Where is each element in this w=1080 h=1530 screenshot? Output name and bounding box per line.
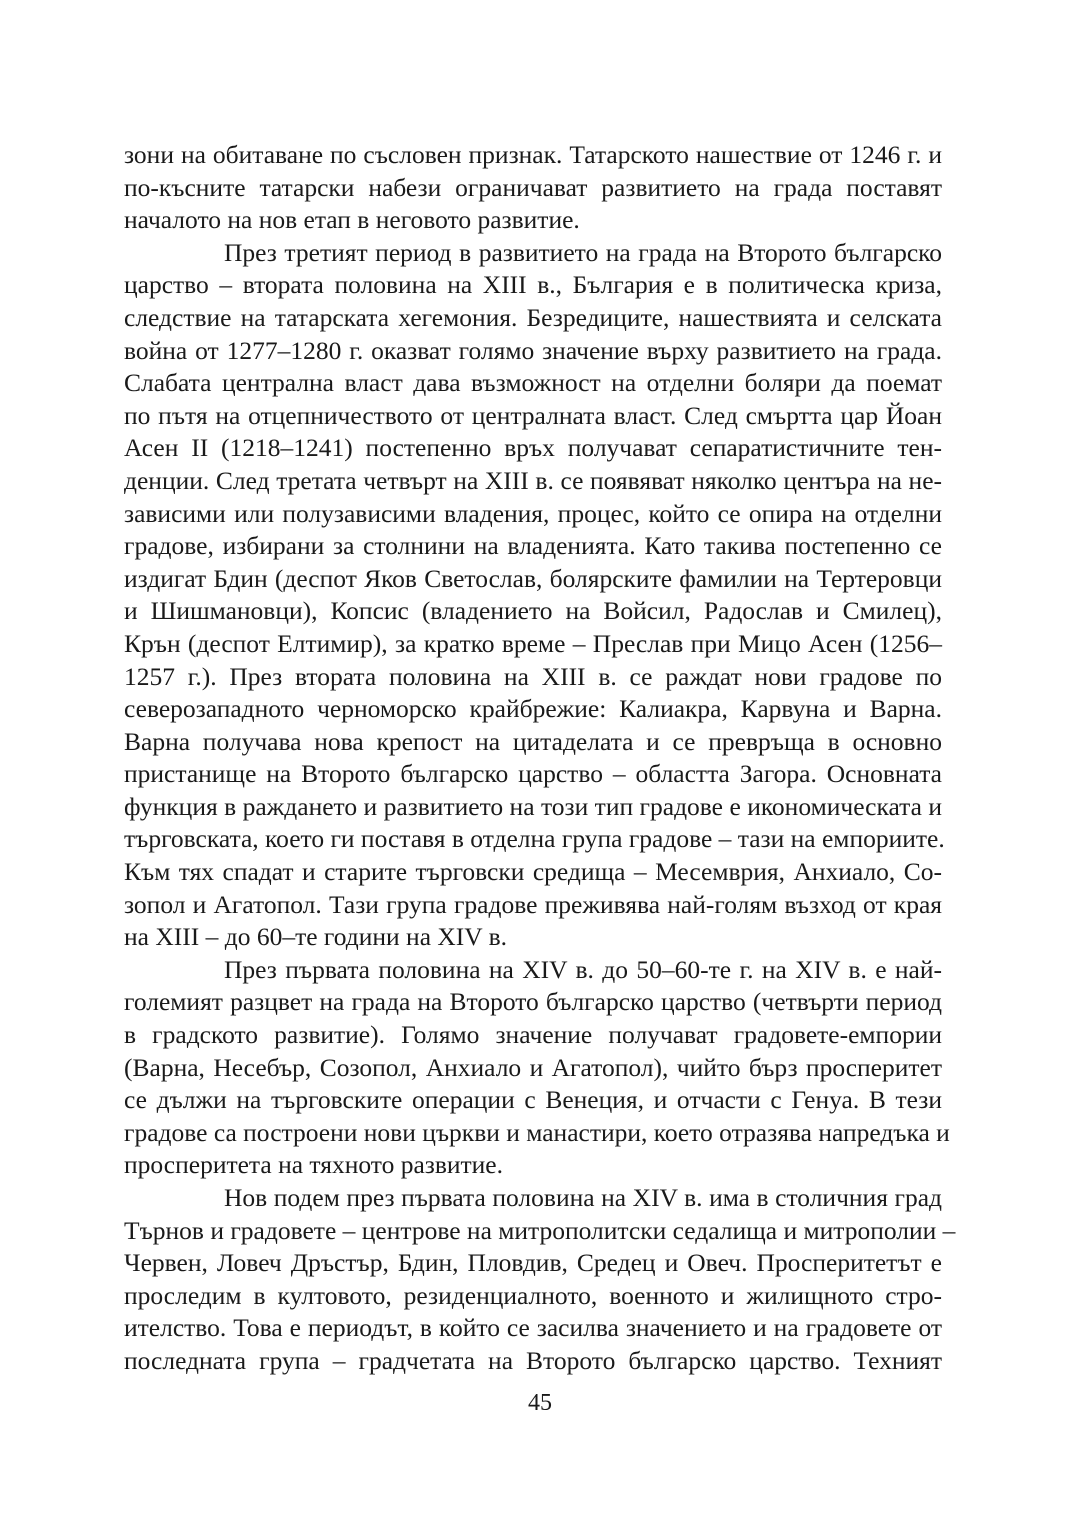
text-line: началото на нов етап в неговото развитие.	[124, 205, 580, 235]
text-line: През третият период в развитието на града на Второто българско	[224, 237, 942, 267]
text-line: проследим в култовото, резиденциалното, военното и жилищното стро-	[124, 1280, 942, 1310]
text-line: зависими или полузависими владения, процес, който се опира на отделни	[124, 498, 942, 528]
text-line: пристанище на Второто българско царство – областта Загора. Основната	[124, 759, 942, 789]
text-line: Слабата централна власт дава възможност на отделни боляри да поемат	[124, 368, 942, 398]
text-line: по-късните татарски набези ограничават развитието на града поставят	[124, 172, 942, 202]
text-line: 1257 г.). През втората половина на XIII в. се раждат нови градове по	[124, 661, 942, 691]
text-line: на XIII – до 60–те години на XIV в.	[124, 922, 508, 952]
text-line: зони на обитаване по съсловен признак. Татарското нашествие от 1246 г. и	[124, 140, 942, 169]
text-line: и Шишмановци), Копсис (владението на Войсил, Радослав и Смилец),	[124, 596, 942, 626]
text-line: градове са построени нови църкви и манастири, което отразява напредъка и	[124, 1117, 950, 1147]
text-line: царство – втората половина на XIII в., България е в политическа криза,	[124, 270, 942, 300]
page-number: 45	[528, 1390, 552, 1416]
text-line: Към тях спадат и старите търговски средища – Месемврия, Анхиало, Со-	[124, 857, 942, 887]
text-line: ителство. Това е периодът, в който се засилва значението и на градовете от	[124, 1313, 942, 1343]
text-line: в градското развитие). Голямо значение получават градовете-емпории	[124, 1020, 942, 1050]
text-line: война от 1277–1280 г. оказват голямо значение върху развитието на града.	[124, 335, 942, 365]
text-line: денции. След третата четвърт на XIII в. се появяват няколко центъра на не-	[124, 465, 942, 495]
text-line: градове, избирани за столнини на владенията. Като такива постепенно се	[124, 531, 942, 561]
text-line: Варна получава нова крепост на цитаделата и се превръща в основно	[124, 726, 942, 756]
text-line: северозападното черноморско крайбрежие: Калиакра, Карвуна и Варна.	[124, 694, 942, 724]
text-line: търговската, което ги поставя в отделна група градове – тази на емпориите.	[124, 824, 945, 854]
text-line: Търнов и градовете – центрове на митрополитски седалища и митрополии –	[124, 1215, 956, 1245]
text-line: просперитета на тяхното развитие.	[124, 1150, 504, 1180]
text-line: Червен, Ловеч Дръстър, Бдин, Пловдив, Средец и Овеч. Просперитетът е	[124, 1248, 942, 1278]
text-line: следствие на татарската хегемония. Безредиците, нашествията и селската	[124, 302, 942, 332]
text-line: издигат Бдин (деспот Яков Светослав, болярските фамилии на Тертеровци	[124, 563, 942, 593]
text-line: се дължи на търговските операции с Венеция, и отчасти с Генуа. В тези	[124, 1085, 942, 1115]
text-line: Крън (деспот Елтимир), за кратко време – Преслав при Мицо Асен (1256–	[124, 628, 942, 658]
text-line: функция в раждането и развитието на този тип градове е икономическата и	[124, 791, 942, 821]
text-line: големият разцвет на града на Второто българско царство (четвърти период	[124, 987, 942, 1017]
text-line: Асен II (1218–1241) постепенно връх получават сепаратистичните тен-	[124, 433, 942, 463]
text-line: През първата половина на XIV в. до 50–60-те г. на XIV в. е най-	[224, 954, 942, 984]
text-line: зопол и Агатопол. Тази група градове преживява най-голям възход от края	[124, 889, 942, 919]
text-line: по пътя на отцепничеството от централната власт. След смъртта цар Йоан	[124, 400, 942, 430]
text-line: Нов подем през първата половина на XIV в. има в столичния град	[224, 1183, 942, 1212]
text-line: последната група – градчетата на Второто българско царство. Техният	[124, 1345, 942, 1375]
text-line: (Варна, Несебър, Созопол, Анхиало и Агатопол), чийто бърз просперитет	[124, 1052, 942, 1082]
body-text	[124, 139, 956, 1378]
